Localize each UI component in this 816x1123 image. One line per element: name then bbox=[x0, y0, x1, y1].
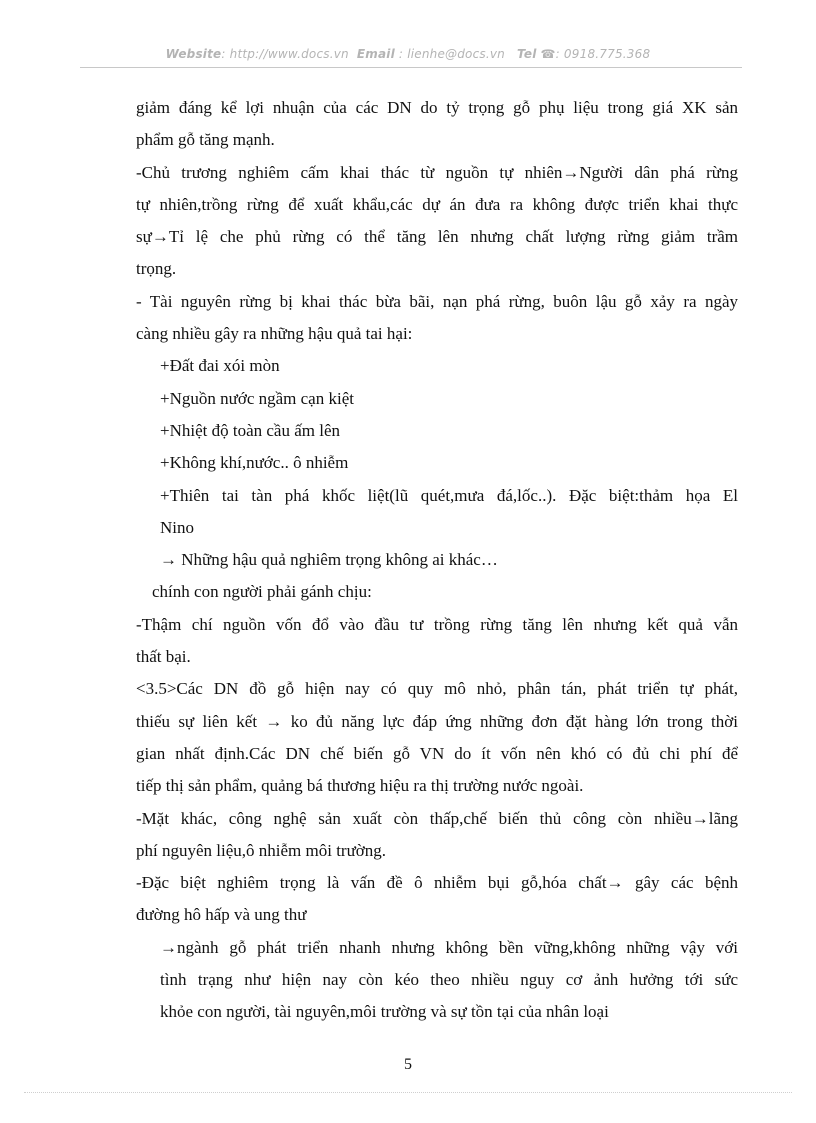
text-line: sự→Tỉ lệ che phủ rừng có thể tăng lên nhưng chất lượng rừng giảm trầm bbox=[136, 227, 738, 247]
text-line: tiếp thị sản phẩm, quảng bá thương hiệu ra thị trường nước ngoài. bbox=[136, 776, 584, 796]
text-line: càng nhiều gây ra những hậu quả tai hại: bbox=[136, 324, 413, 344]
text-line: trọng. bbox=[136, 259, 177, 279]
header-divider bbox=[80, 67, 742, 68]
text-line: - Tài nguyên rừng bị khai thác bừa bãi, nạn phá rừng, buôn lậu gỗ xảy ra ngày bbox=[136, 291, 738, 311]
text-line: +Đất đai xói mòn bbox=[160, 356, 280, 376]
text-line: <3.5>Các DN đồ gỗ hiện nay có quy mô nhỏ, phân tán, phát triển tự phát, bbox=[136, 679, 738, 699]
text-line: đường hô hấp và ung thư bbox=[136, 905, 307, 925]
text-line: -Thậm chí nguồn vốn đổ vào đầu tư trồng rừng tăng lên nhưng kết quả vẫn bbox=[136, 614, 738, 634]
email-value: : lienhe@docs.vn bbox=[394, 47, 505, 61]
page-number: 5 bbox=[404, 1056, 412, 1073]
text-line: → Những hậu quả nghiêm trọng không ai khác… bbox=[160, 550, 498, 570]
text-line: phẩm gỗ tăng mạnh. bbox=[136, 130, 275, 150]
text-line: chính con người phải gánh chịu: bbox=[152, 582, 372, 602]
text-line: khỏe con người, tài nguyên,môi trường và sự tồn tại của nhân loại bbox=[160, 1002, 609, 1022]
tel-label: Tel bbox=[517, 47, 537, 61]
page-header bbox=[0, 47, 816, 61]
tel-value: ☎: 0918.775.368 bbox=[540, 47, 651, 61]
text-line: +Nhiệt độ toàn cầu ấm lên bbox=[160, 420, 341, 440]
text-line: thất bại. bbox=[136, 647, 191, 667]
text-line: +Không khí,nước.. ô nhiễm bbox=[160, 453, 349, 473]
website-value: : http://www.docs.vn bbox=[221, 47, 349, 61]
text-line: -Đặc biệt nghiêm trọng là vấn đề ô nhiễm bụi gỗ,hóa chất→ gây các bệnh bbox=[136, 873, 738, 893]
text-line: Nino bbox=[160, 517, 194, 537]
page-bottom-divider bbox=[24, 1092, 792, 1093]
text-line: +Thiên tai tàn phá khốc liệt(lũ quét,mưa đá,lốc..). Đặc biệt:thảm họa El bbox=[160, 485, 738, 505]
body-text bbox=[136, 92, 738, 1029]
text-line: phí nguyên liệu,ô nhiễm môi trường. bbox=[136, 840, 387, 860]
text-line: gian nhất định.Các DN chế biến gỗ VN do ít vốn nên khó có đủ chi phí để bbox=[136, 743, 738, 763]
text-line: +Nguồn nước ngầm cạn kiệt bbox=[160, 388, 354, 408]
text-line: -Mặt khác, công nghệ sản xuất còn thấp,chế biến thủ công còn nhiều→lãng bbox=[136, 808, 738, 828]
website-label: Website bbox=[165, 47, 222, 61]
text-line: -Chủ trương nghiêm cấm khai thác từ nguồn tự nhiên→Người dân phá rừng bbox=[136, 162, 738, 182]
text-line: tự nhiên,trồng rừng để xuất khẩu,các dự án đưa ra không được triển khai thực bbox=[136, 194, 738, 214]
text-line: →ngành gỗ phát triển nhanh nhưng không bền vững,không những vậy với bbox=[160, 937, 738, 957]
text-line: giảm đáng kể lợi nhuận của các DN do tỷ trọng gỗ phụ liệu trong giá XK sản bbox=[136, 98, 738, 117]
email-label: Email bbox=[356, 47, 395, 61]
text-line: thiếu sự liên kết → ko đủ năng lực đáp ứng những đơn đặt hàng lớn trong thời bbox=[136, 711, 738, 731]
text-line: tình trạng như hiện nay còn kéo theo nhiều nguy cơ ảnh hưởng tới sức bbox=[160, 970, 738, 990]
